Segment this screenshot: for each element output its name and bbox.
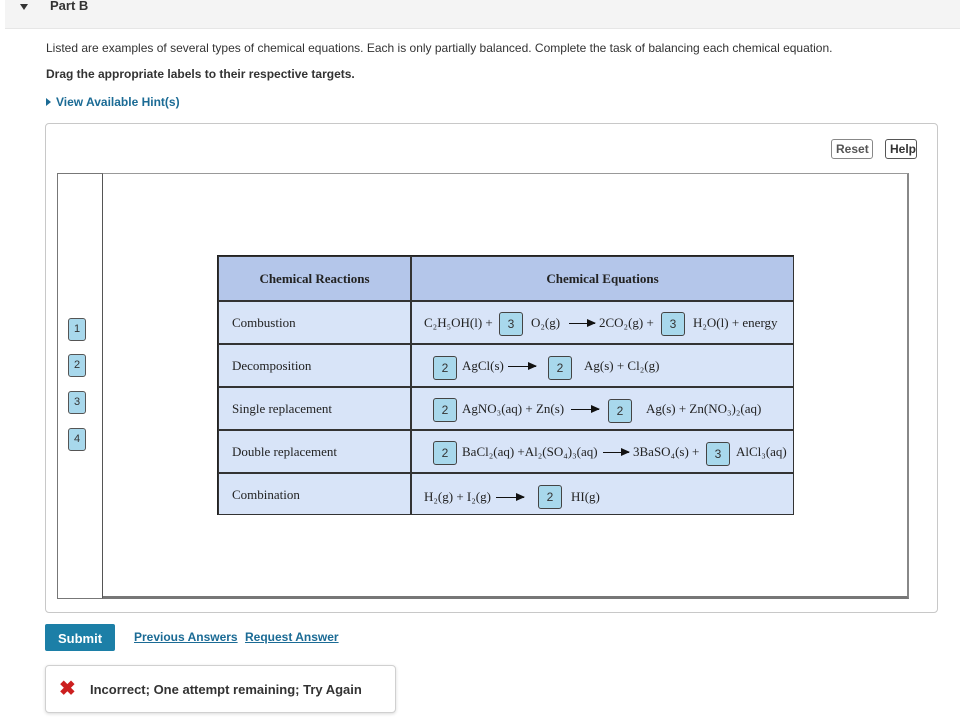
collapse-caret-icon[interactable] [20, 4, 28, 10]
drag-instructions: Drag the appropriate labels to their respective targets. [46, 67, 355, 81]
draggable-label-3[interactable]: 3 [68, 391, 86, 414]
reaction-arrow-icon [569, 323, 595, 324]
drop-target[interactable]: 3 [661, 312, 685, 336]
eq-text: C₂H₅OH(l) + [424, 315, 493, 330]
equation-decomposition [411, 344, 794, 387]
submit-button[interactable]: Submit [45, 624, 115, 651]
eq-text: 2CO₂(g) + [599, 315, 654, 330]
reactions-table [217, 255, 794, 515]
drop-target[interactable]: 2 [608, 399, 632, 423]
reset-button[interactable]: Reset [831, 139, 873, 159]
drop-target[interactable]: 2 [433, 356, 457, 380]
draggable-label-1[interactable]: 1 [68, 318, 86, 341]
reaction-arrow-icon [496, 497, 524, 498]
instructions-text: Listed are examples of several types of chemical equations. Each is only partially balanced. Complete the task of balancing each chemical equation. [46, 41, 833, 55]
part-header[interactable] [5, 0, 960, 29]
reaction-double-replacement: Double replacement [218, 430, 411, 473]
eq-text: AgCl(s) [462, 358, 504, 373]
eq-text: BaCl₂(aq) +Al₂(SO₄)₃(aq) [462, 444, 598, 459]
header-chemical-reactions: Chemical Reactions [218, 256, 411, 301]
eq-text: H₂(g) + I₂(g) [424, 489, 491, 504]
drop-target[interactable]: 3 [499, 312, 523, 336]
part-title: Part B [50, 0, 89, 13]
drop-target[interactable]: 2 [433, 398, 457, 422]
feedback-box [45, 665, 396, 713]
drop-target[interactable]: 2 [538, 485, 562, 509]
reaction-combination: Combination [218, 473, 411, 515]
view-hints-link[interactable] [46, 95, 180, 109]
reaction-decomposition: Decomposition [218, 344, 411, 387]
reaction-arrow-icon [603, 452, 629, 453]
incorrect-x-icon: ✖ [59, 678, 76, 700]
previous-answers-link[interactable]: Previous Answers [134, 630, 238, 644]
equation-combination [411, 473, 794, 515]
header-chemical-equations: Chemical Equations [411, 256, 794, 301]
help-button[interactable]: Help [885, 139, 917, 159]
eq-text: Ag(s) + Zn(NO₃)₂(aq) [646, 401, 762, 416]
eq-text: HI(g) [571, 489, 600, 504]
reaction-arrow-icon [571, 409, 599, 410]
feedback-message: Incorrect; One attempt remaining; Try Again [90, 682, 362, 697]
drop-target[interactable]: 3 [706, 442, 730, 466]
request-answer-link[interactable]: Request Answer [245, 630, 339, 644]
draggable-label-4[interactable]: 4 [68, 428, 86, 451]
equation-combustion [411, 301, 794, 344]
equation-single-replacement [411, 387, 794, 430]
reaction-arrow-icon [508, 366, 536, 367]
eq-text: AgNO₃(aq) + Zn(s) [462, 401, 565, 416]
reaction-single-replacement: Single replacement [218, 387, 411, 430]
view-hints-label: View Available Hint(s) [56, 95, 180, 109]
equation-double-replacement [411, 430, 794, 473]
eq-text: Ag(s) + Cl₂(g) [584, 358, 660, 373]
draggable-label-2[interactable]: 2 [68, 354, 86, 377]
eq-text: AlCl₃(aq) [736, 444, 787, 459]
drop-target[interactable]: 2 [433, 441, 457, 465]
eq-text: H₂O(l) + energy [693, 315, 778, 330]
drop-target[interactable]: 2 [548, 356, 572, 380]
label-tray [57, 173, 104, 599]
reaction-combustion: Combustion [218, 301, 411, 344]
eq-text: 3BaSO₄(s) + [633, 444, 700, 459]
expand-arrow-icon [46, 98, 51, 106]
eq-text: O₂(g) [531, 315, 561, 330]
